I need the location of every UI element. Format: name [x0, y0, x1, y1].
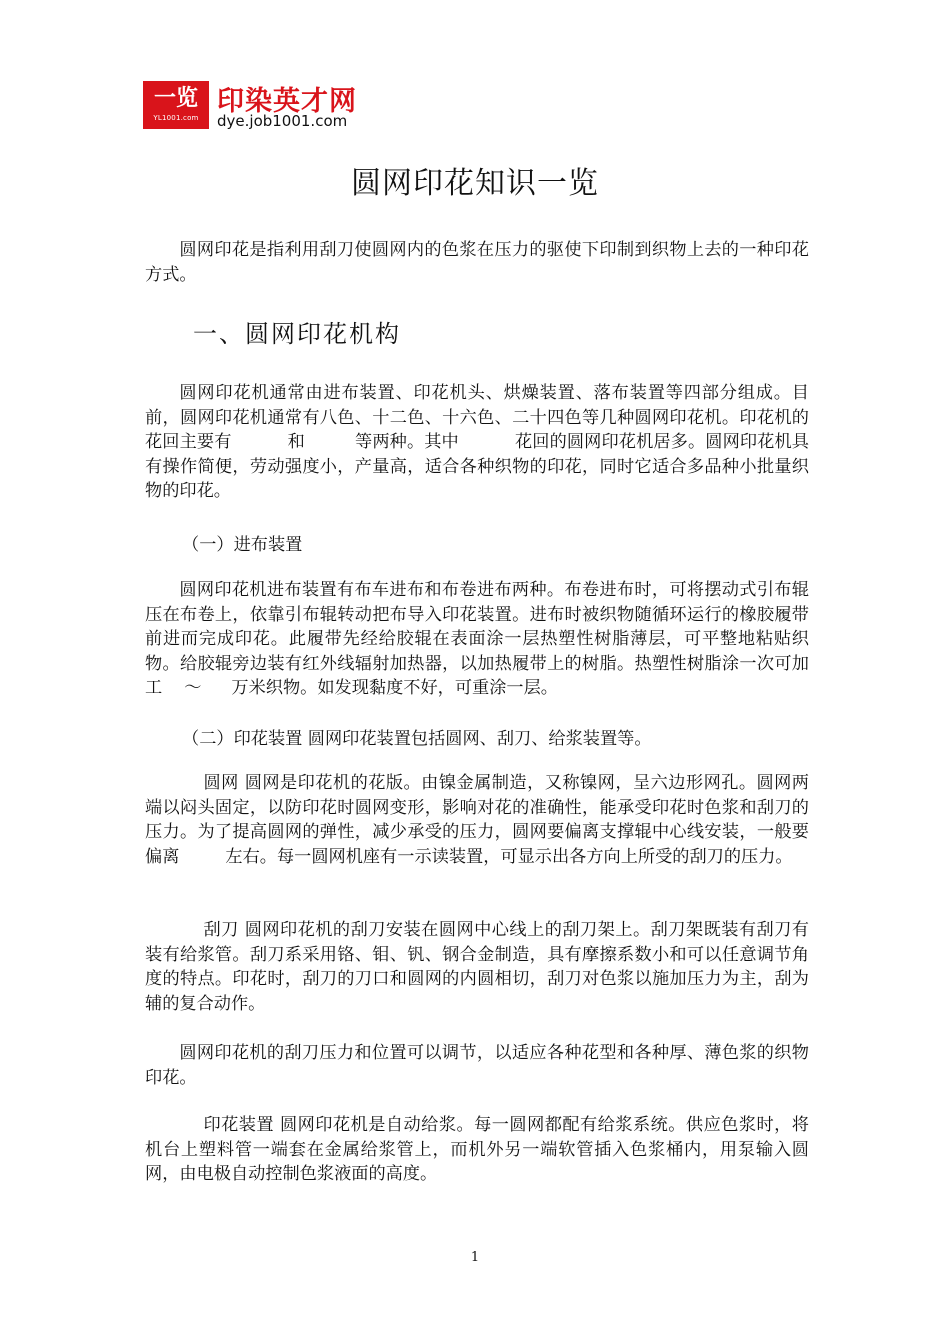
p3-part-b: 左右。每一圆网机座有一示读装置，可显示出各方向上所受的刮刀的压力。	[225, 846, 793, 867]
logo-badge-main: 一览	[153, 86, 198, 111]
paragraph-feeding-device	[145, 578, 809, 701]
paragraph-squeegee: 刮刀 圆网印花机的刮刀安装在圆网中心线上的刮刀架上。刮刀架既装有刮刀有装有给浆管。刮刀系采用铬、钼、钒、钢合金制造，具有摩擦系数小和可以任意调节角度的特点。印花时，刮刀的刀口和圆网的内圆相切，刮刀对色浆以施加压力为主，刮为辅的复合动作。	[145, 920, 809, 1014]
logo-site-url: dye.job1001.com	[217, 112, 348, 130]
p1-part-c: 等两种。其中	[354, 432, 459, 452]
subheading-feeding-device: （一）进布装置	[182, 535, 303, 555]
p2-tilde: ～	[184, 678, 202, 698]
page-number: 1	[470, 1250, 480, 1265]
document-title: 圆网印花知识一览	[351, 166, 599, 201]
intro-paragraph: 圆网印花是指利用刮刀使圆网内的色浆在压力的驱使下印制到织物上去的一种印花方式。	[145, 240, 809, 285]
site-logo	[143, 81, 383, 129]
logo-badge-sub: YL1001.com	[153, 114, 199, 122]
subheading-printing-device: （二）印花装置 圆网印花装置包括圆网、刮刀、给浆装置等。	[182, 729, 652, 749]
paragraph-paste-supply: 印花装置 圆网印花机是自动给浆。每一圆网都配有给浆系统。供应色浆时，将机台上塑料管一端套在金属给浆管上，而机外另一端软管插入色浆桶内，用泵输入圆网，由电极自动控制色浆液面的高度。	[145, 1115, 809, 1184]
p2-part-b: 万米织物。如发现黏度不好，可重涂一层。	[231, 678, 558, 698]
logo-badge	[143, 81, 209, 129]
p1-part-b: 和	[287, 432, 305, 452]
paragraph-rotary-screen	[145, 771, 809, 869]
logo-site-name: 印染英才网	[217, 86, 357, 117]
paragraph-machine-overview	[145, 381, 809, 504]
p1-part-a: 圆网印花机通常由进布装置、印花机头、烘燥装置、落布装置等四部分组成。目前，圆网印花机通常有八色、十二色、十六色、二十四色等几种圆网印花机。印花机的花回主要有	[145, 383, 809, 452]
p1-part-d: 花回的圆网印花机居多。圆网印花机具有操作简便，劳动强度小，产量高，适合各种织物的印花，同时它适合多品种小批量织物的印花。	[145, 432, 809, 501]
section-heading-1: 一、圆网印花机构	[193, 320, 401, 348]
p2-part-a: 圆网印花机进布装置有布车进布和布卷进布两种。布卷进布时，可将摆动式引布辊压在布卷上，依靠引布辊转动把布导入印花装置。进布时被织物随循环运行的橡胶履带前进而完成印花。此履带先经给胶辊在表面涂一层热塑性树脂薄层，可平整地粘贴织物。给胶辊旁边装有红外线辐射加热器，以加热履带上的树脂。热塑性树脂涂一次可加工	[145, 580, 809, 698]
paragraph-squeegee-adjustment: 圆网印花机的刮刀压力和位置可以调节，以适应各种花型和各种厚、薄色浆的织物印花。	[145, 1043, 809, 1088]
p3-part-a: 圆网 圆网是印花机的花版。由镍金属制造，又称镍网，呈六边形网孔。圆网两端以闷头固定，以防印花时圆网变形，影响对花的准确性，能承受印花时色浆和刮刀的压力。为了提高圆网的弹性，减少承受的压力，圆网要偏离支撑辊中心线安装，一般要偏离	[145, 773, 809, 867]
